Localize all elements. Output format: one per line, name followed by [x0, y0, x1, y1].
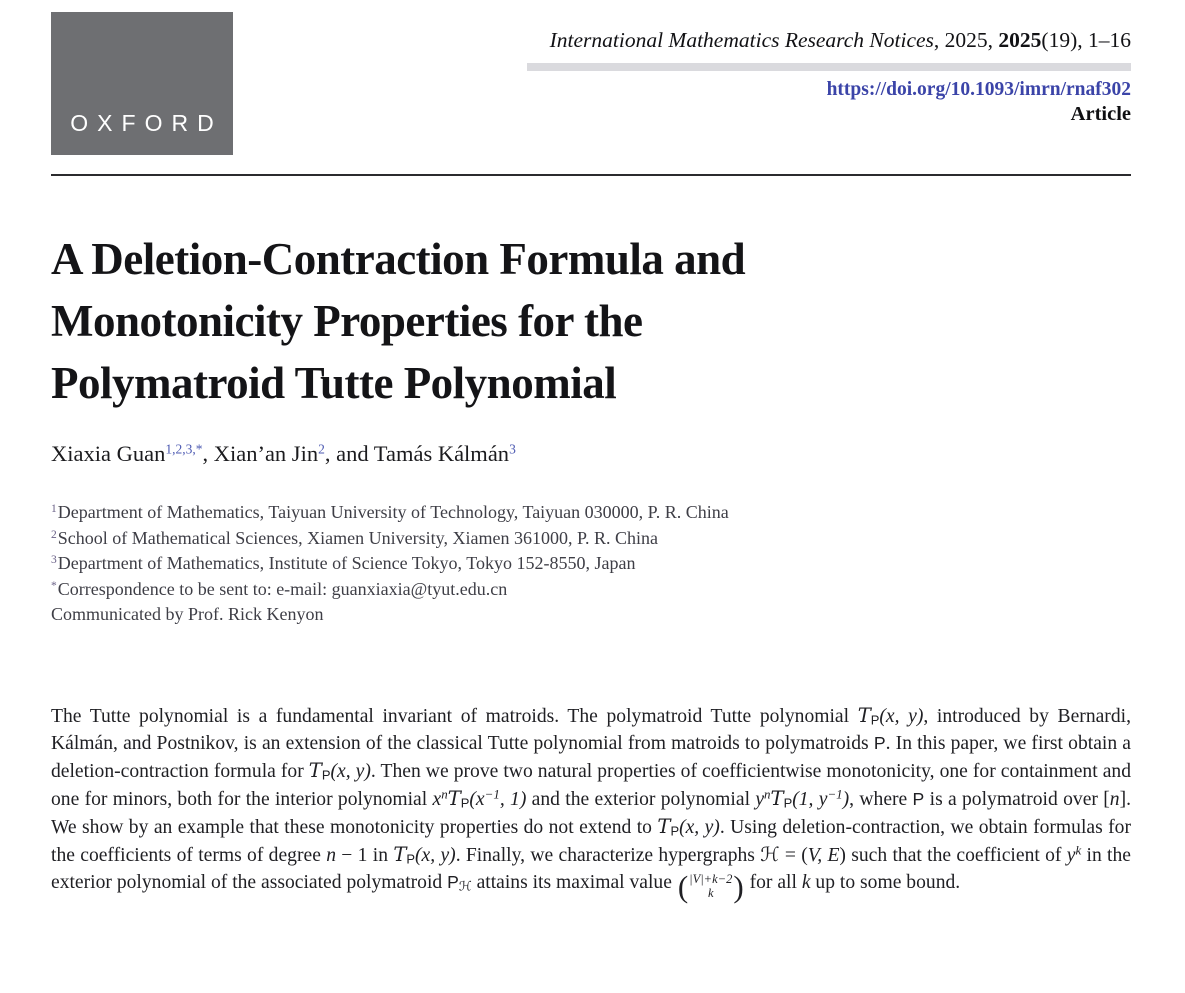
- header-rule: [51, 174, 1131, 176]
- binomial-coefficient: ( |V|+k−2 k ): [677, 869, 744, 904]
- author-name: Tamás Kálmán: [373, 441, 510, 466]
- journal-volume: 2025: [998, 28, 1042, 52]
- affiliations-block: [51, 500, 729, 628]
- header-block: [527, 28, 1131, 126]
- author-affiliation-ref: 3: [509, 441, 516, 457]
- affiliation-marker: 2: [51, 528, 57, 541]
- affiliation-line: $^2$School of Mathematical Sciences, Xiamen University, Xiamen 361000, P. R. China: [51, 527, 658, 548]
- title-line: Polymatroid Tutte Polynomial: [51, 358, 617, 408]
- author-name: Xiaxia Guan: [51, 441, 166, 466]
- author-affiliation-ref: 2: [318, 441, 325, 457]
- journal-citation: [527, 28, 1131, 53]
- affiliation-line: *Correspondence to be sent to: e-mail: guanxiaxia@tyut.edu.cn: [51, 578, 508, 599]
- oxford-logo: [51, 12, 233, 155]
- author-name: Xian’an Jin: [213, 441, 319, 466]
- title-line: A Deletion-Contraction Formula and: [51, 234, 746, 284]
- affiliation-line: Communicated by Prof. Rick Kenyon: [51, 604, 324, 625]
- author-byline: Xiaxia Guan$^{1,2,3,*}$, Xian’an Jin$^2$, and Tamás Kálmán$^3$: [51, 441, 516, 466]
- affiliation-marker: 1: [51, 503, 57, 516]
- affiliation-line: $^3$Department of Mathematics, Institute of Science Tokyo, Tokyo 152-8550, Japan: [51, 553, 636, 574]
- article-type-label: Article: [1070, 103, 1131, 125]
- abstract-paragraph: The Tutte polynomial is a fundamental invariant of matroids. The polymatroid Tutte polynomial $T_P(x$, y), introduced by Bernardi, Kálmán, and Postnikov, is an extension of the classical Tutte polynomial from matroids to polymatroids P. In this paper, we first obtain a deletion-contraction formula for $T_P(x$, y). Then we prove two natural properties of coefficientwise monotonicity, one for containment and one for minors, both for the interior polynomial $x^nT_P(x^{-1}$, 1) and the exterior polynomial $y^nT_P(1$, $y^{-1}$), where P is a polymatroid over [n]. We show by an example that these monotonicity properties do not extend to $T_P(x$, y). Using deletion-contraction, we obtain formulas for the coefficients of terms of degree n − 1 in $T_P(x$, y). Finally, we characterize hypergraphs ℋ = (V, E) such that the coefficient of $y^k$ in the exterior polynomial of the associated polymatroid $P_ℋ$ attains its maximal value ( |V|+k−2 k ) for all k up to some bound.: [51, 704, 1131, 904]
- journal-issue-pages: (19), 1–16: [1041, 28, 1131, 52]
- journal-year: , 2025,: [933, 28, 999, 52]
- paper-title: [51, 228, 1081, 414]
- affiliation-line: $^1$Department of Mathematics, Taiyuan University of Technology, Taiyuan 030000, P. R. China: [51, 502, 729, 522]
- affiliation-marker: 3: [51, 554, 57, 567]
- title-line: Monotonicity Properties for the: [51, 296, 643, 346]
- journal-name: International Mathematics Research Notices: [549, 28, 934, 52]
- oxford-logo-text: OXFORD: [70, 110, 223, 136]
- doi-link[interactable]: https://doi.org/10.1093/imrn/rnaf302: [826, 79, 1131, 100]
- affiliation-marker: *: [51, 580, 57, 593]
- author-affiliation-ref: 1,2,3,*: [165, 441, 203, 457]
- header-divider-bar: [527, 63, 1131, 71]
